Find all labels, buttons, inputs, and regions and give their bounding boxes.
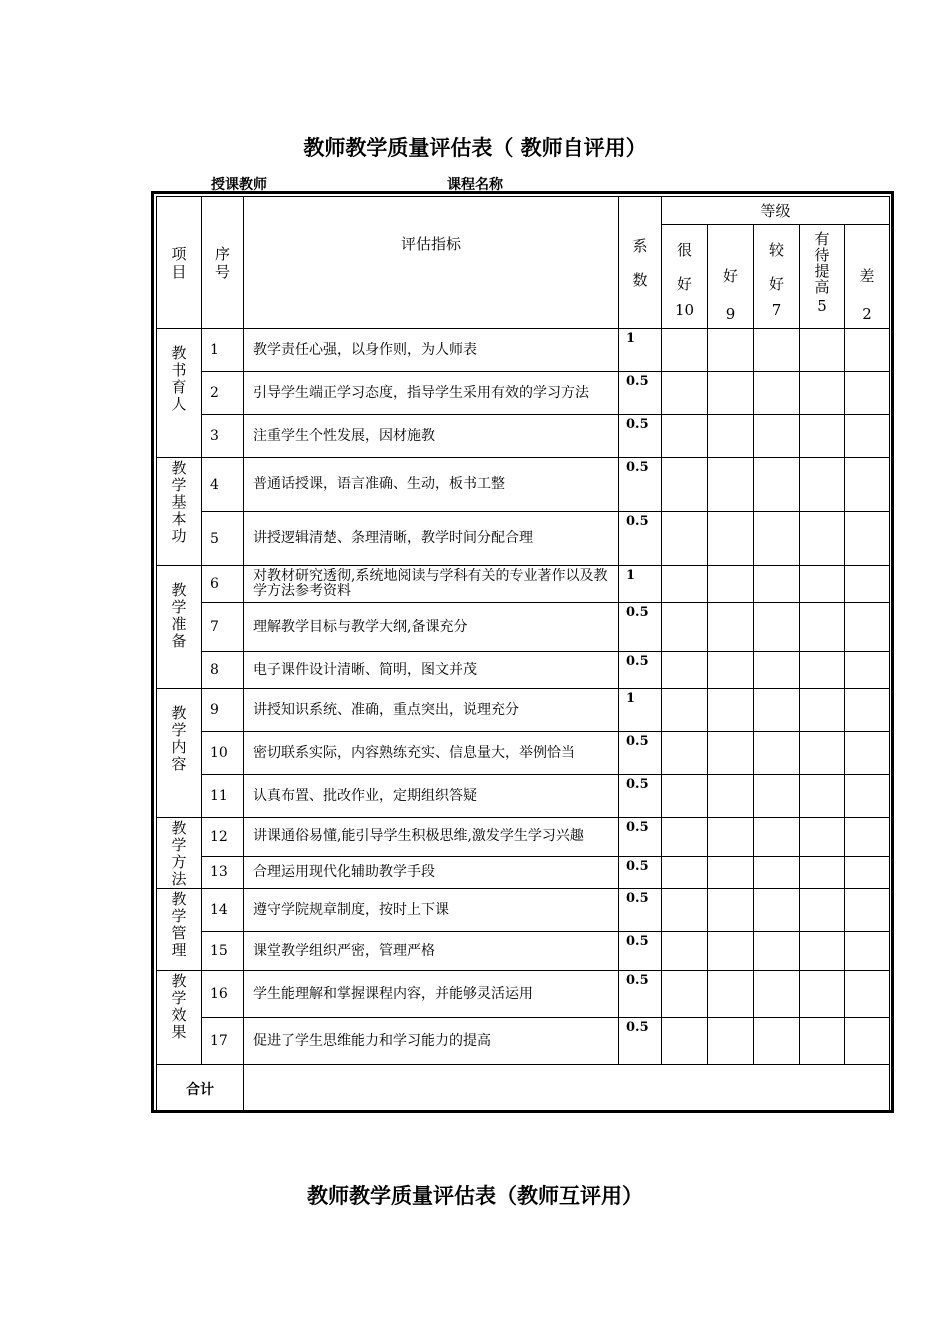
seq-cell: 12	[202, 818, 244, 857]
grade-input-cell[interactable]	[662, 372, 708, 415]
grade-score: 10	[674, 301, 695, 319]
grade-score: 5	[817, 297, 827, 315]
grade-input-cell[interactable]	[800, 458, 845, 512]
grade-input-cell[interactable]	[754, 458, 800, 512]
indicator-cell: 认真布置、批改作业，定期组织答疑	[244, 775, 619, 818]
next-form-title: 教师教学质量评估表（教师互评用）	[307, 1183, 643, 1208]
coefficient-cell: 0.5	[619, 458, 662, 512]
table-row	[157, 372, 890, 415]
grade-input-cell[interactable]	[800, 603, 845, 652]
grade-input-cell[interactable]	[845, 512, 890, 566]
table-row	[157, 971, 890, 1018]
seq-cell: 6	[202, 566, 244, 603]
grade-input-cell[interactable]	[845, 372, 890, 415]
header-indicator: 评估指标	[244, 197, 619, 329]
indicator-cell: 对教材研究透彻,系统地阅读与学科有关的专业著作以及教学方法参考资料	[244, 566, 619, 603]
grade-input-cell[interactable]	[845, 566, 890, 603]
grade-input-cell[interactable]	[662, 329, 708, 372]
grade-input-cell[interactable]	[800, 775, 845, 818]
grade-input-cell[interactable]	[708, 856, 754, 888]
grade-input-cell[interactable]	[754, 652, 800, 689]
indicator-cell: 密切联系实际，内容熟练充实、信息量大，举例恰当	[244, 732, 619, 775]
grade-input-cell[interactable]	[708, 566, 754, 603]
grade-input-cell[interactable]	[754, 732, 800, 775]
grade-input-cell[interactable]	[708, 329, 754, 372]
grade-input-cell[interactable]	[662, 458, 708, 512]
indicator-cell: 学生能理解和掌握课程内容，并能够灵活运用	[244, 971, 619, 1018]
seq-cell: 9	[202, 689, 244, 732]
indicator-cell: 电子课件设计清晰、简明，图文并茂	[244, 652, 619, 689]
grade-input-cell[interactable]	[708, 415, 754, 458]
indicator-cell: 理解教学目标与教学大纲,备课充分	[244, 603, 619, 652]
grade-input-cell[interactable]	[754, 415, 800, 458]
grade-input-cell[interactable]	[662, 652, 708, 689]
category-cell: 教 学 基 本 功	[157, 458, 202, 566]
table-row	[157, 458, 890, 512]
indicator-cell: 讲课通俗易懂,能引导学生积极思维,激发学生学习兴趣	[244, 818, 619, 857]
table-row	[157, 566, 890, 603]
seq-cell: 2	[202, 372, 244, 415]
coefficient-cell: 0.5	[619, 818, 662, 857]
grade-input-cell[interactable]	[708, 971, 754, 1018]
grade-input-cell[interactable]	[800, 1018, 845, 1065]
grade-input-cell[interactable]	[708, 458, 754, 512]
table-row	[157, 329, 890, 372]
category-cell: 教 学 准 备	[157, 566, 202, 689]
indicator-cell: 课堂教学组织严密，管理严格	[244, 932, 619, 971]
grade-input-cell[interactable]	[754, 971, 800, 1018]
grade-input-cell[interactable]	[708, 1018, 754, 1065]
coefficient-cell: 0.5	[619, 1018, 662, 1065]
table-row	[157, 512, 890, 566]
grade-input-cell[interactable]	[662, 603, 708, 652]
grade-input-cell[interactable]	[800, 932, 845, 971]
seq-cell: 5	[202, 512, 244, 566]
header-grade-1	[662, 225, 708, 329]
indicator-cell: 合理运用现代化辅助教学手段	[244, 856, 619, 888]
table-row	[157, 1018, 890, 1065]
table-row	[157, 932, 890, 971]
grade-input-cell[interactable]	[708, 818, 754, 857]
header-grade-4	[800, 225, 845, 329]
coefficient-cell: 0.5	[619, 932, 662, 971]
grade-input-cell[interactable]	[845, 856, 890, 888]
grade-input-cell[interactable]	[754, 775, 800, 818]
seq-cell: 1	[202, 329, 244, 372]
evaluation-table	[156, 196, 890, 1113]
table-row	[157, 652, 890, 689]
table-row	[157, 818, 890, 857]
seq-cell: 14	[202, 889, 244, 932]
grade-input-cell[interactable]	[754, 856, 800, 888]
grade-input-cell[interactable]	[754, 932, 800, 971]
seq-cell: 16	[202, 971, 244, 1018]
table-row	[157, 775, 890, 818]
coefficient-cell: 0.5	[619, 856, 662, 888]
coefficient-cell: 1	[619, 329, 662, 372]
coefficient-cell: 0.5	[619, 971, 662, 1018]
table-row	[157, 415, 890, 458]
grade-score: 2	[862, 305, 872, 323]
grade-input-cell[interactable]	[845, 732, 890, 775]
total-label: 合计	[157, 1065, 244, 1113]
grade-input-cell[interactable]	[800, 329, 845, 372]
grade-input-cell[interactable]	[754, 329, 800, 372]
grade-input-cell[interactable]	[845, 689, 890, 732]
grade-input-cell[interactable]	[800, 652, 845, 689]
seq-cell: 4	[202, 458, 244, 512]
grade-input-cell[interactable]	[845, 818, 890, 857]
category-cell: 教 学 管 理	[157, 889, 202, 971]
coefficient-cell: 0.5	[619, 603, 662, 652]
course-label: 课程名称	[447, 177, 503, 193]
table-row	[157, 689, 890, 732]
grade-input-cell[interactable]	[662, 971, 708, 1018]
grade-input-cell[interactable]	[662, 889, 708, 932]
seq-cell: 7	[202, 603, 244, 652]
grade-label: 有 待 提 高	[814, 230, 830, 296]
header-seq: 序 号	[202, 197, 244, 329]
total-value-cell[interactable]	[244, 1065, 890, 1113]
indicator-cell: 讲授知识系统、准确，重点突出，说理充分	[244, 689, 619, 732]
indicator-cell: 普通话授课，语言准确、生动，板书工整	[244, 458, 619, 512]
grade-input-cell[interactable]	[845, 458, 890, 512]
header-grade: 等级	[662, 197, 890, 225]
grade-input-cell[interactable]	[845, 775, 890, 818]
grade-input-cell[interactable]	[708, 689, 754, 732]
grade-input-cell[interactable]	[708, 932, 754, 971]
coefficient-cell: 0.5	[619, 372, 662, 415]
grade-input-cell[interactable]	[754, 512, 800, 566]
grade-input-cell[interactable]	[708, 775, 754, 818]
grade-input-cell[interactable]	[754, 603, 800, 652]
grade-input-cell[interactable]	[800, 566, 845, 603]
total-row	[157, 1065, 890, 1113]
coefficient-cell: 0.5	[619, 512, 662, 566]
grade-input-cell[interactable]	[662, 932, 708, 971]
grade-score: 9	[725, 305, 736, 323]
category-cell: 教 书 育 人	[157, 329, 202, 458]
category-cell: 教 学 内 容	[157, 689, 202, 818]
grade-input-cell[interactable]	[800, 512, 845, 566]
grade-input-cell[interactable]	[845, 652, 890, 689]
coefficient-cell: 0.5	[619, 732, 662, 775]
header-grade-3	[754, 225, 800, 329]
grade-input-cell[interactable]	[662, 566, 708, 603]
grade-input-cell[interactable]	[800, 689, 845, 732]
indicator-cell: 遵守学院规章制度，按时上下课	[244, 889, 619, 932]
grade-input-cell[interactable]	[754, 1018, 800, 1065]
coefficient-cell: 1	[619, 566, 662, 603]
seq-cell: 11	[202, 775, 244, 818]
grade-label: 好	[722, 267, 738, 285]
grade-input-cell[interactable]	[662, 732, 708, 775]
grade-input-cell[interactable]	[754, 689, 800, 732]
grade-input-cell[interactable]	[800, 856, 845, 888]
header-grade-2	[708, 225, 754, 329]
grade-label: 很 好	[676, 241, 692, 293]
grade-input-cell[interactable]	[708, 652, 754, 689]
indicator-cell: 教学责任心强，以身作则，为人师表	[244, 329, 619, 372]
page-title: 教师教学质量评估表（ 教师自评用）	[303, 135, 647, 160]
grade-input-cell[interactable]	[754, 372, 800, 415]
coefficient-cell: 0.5	[619, 415, 662, 458]
table-row	[157, 856, 890, 888]
grade-input-cell[interactable]	[845, 1018, 890, 1065]
grade-input-cell[interactable]	[662, 856, 708, 888]
grade-input-cell[interactable]	[662, 1018, 708, 1065]
header-category: 项 目	[157, 197, 202, 329]
grade-input-cell[interactable]	[708, 603, 754, 652]
coefficient-cell: 0.5	[619, 652, 662, 689]
grade-input-cell[interactable]	[845, 329, 890, 372]
grade-label: 差	[859, 267, 875, 285]
coefficient-cell: 1	[619, 689, 662, 732]
table-row	[157, 889, 890, 932]
grade-input-cell[interactable]	[662, 818, 708, 857]
indicator-cell: 促进了学生思维能力和学习能力的提高	[244, 1018, 619, 1065]
grade-input-cell[interactable]	[800, 889, 845, 932]
grade-input-cell[interactable]	[845, 932, 890, 971]
grade-input-cell[interactable]	[845, 603, 890, 652]
grade-input-cell[interactable]	[845, 971, 890, 1018]
grade-input-cell[interactable]	[800, 415, 845, 458]
teacher-label: 授课教师	[211, 177, 267, 193]
seq-cell: 15	[202, 932, 244, 971]
header-coefficient: 系 数	[619, 197, 662, 329]
grade-input-cell[interactable]	[754, 566, 800, 603]
indicator-cell: 讲授逻辑清楚、条理清晰，教学时间分配合理	[244, 512, 619, 566]
grade-score: 7	[771, 301, 782, 319]
grade-input-cell[interactable]	[708, 512, 754, 566]
indicator-cell: 引导学生端正学习态度，指导学生采用有效的学习方法	[244, 372, 619, 415]
table-row	[157, 732, 890, 775]
seq-cell: 13	[202, 856, 244, 888]
seq-cell: 10	[202, 732, 244, 775]
coefficient-cell: 0.5	[619, 889, 662, 932]
header-grade-5	[845, 225, 890, 329]
grade-input-cell[interactable]	[845, 415, 890, 458]
grade-input-cell[interactable]	[662, 689, 708, 732]
grade-input-cell[interactable]	[754, 889, 800, 932]
category-cell: 教 学 方 法	[157, 818, 202, 889]
grade-input-cell[interactable]	[708, 372, 754, 415]
grade-input-cell[interactable]	[662, 775, 708, 818]
indicator-cell: 注重学生个性发展，因材施教	[244, 415, 619, 458]
seq-cell: 3	[202, 415, 244, 458]
grade-input-cell[interactable]	[800, 971, 845, 1018]
grade-input-cell[interactable]	[662, 512, 708, 566]
seq-cell: 17	[202, 1018, 244, 1065]
grade-input-cell[interactable]	[800, 372, 845, 415]
grade-input-cell[interactable]	[800, 818, 845, 857]
coefficient-cell: 0.5	[619, 775, 662, 818]
grade-input-cell[interactable]	[845, 889, 890, 932]
category-cell: 教 学 效 果	[157, 971, 202, 1065]
table-row	[157, 603, 890, 652]
grade-input-cell[interactable]	[800, 732, 845, 775]
grade-label: 较 好	[768, 241, 784, 293]
grade-input-cell[interactable]	[754, 818, 800, 857]
grade-input-cell[interactable]	[662, 415, 708, 458]
grade-input-cell[interactable]	[708, 732, 754, 775]
seq-cell: 8	[202, 652, 244, 689]
grade-input-cell[interactable]	[708, 889, 754, 932]
